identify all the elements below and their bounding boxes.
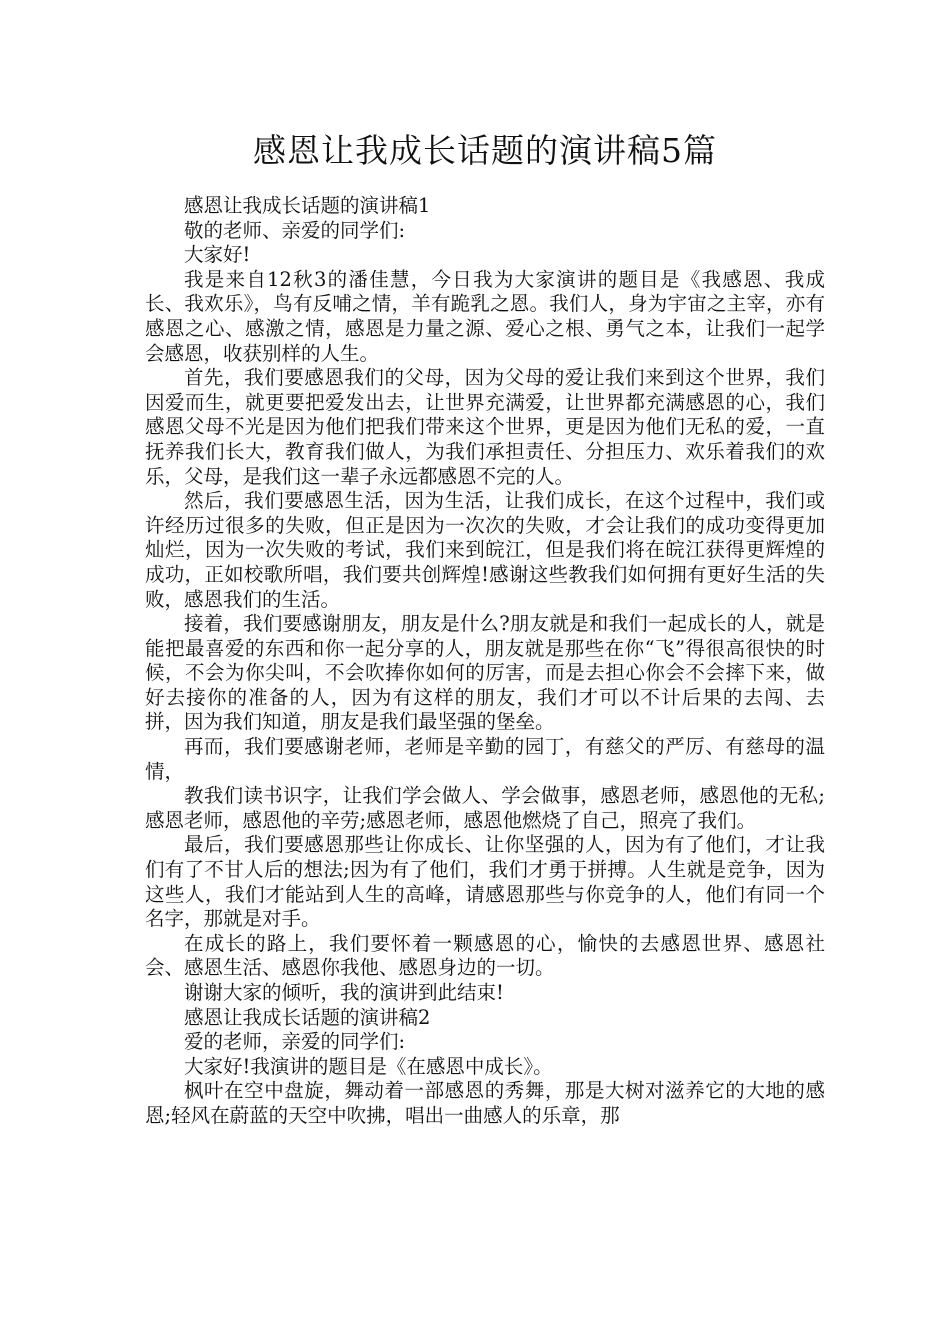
paragraph-teachers: 再而，我们要感谢老师，老师是辛勤的园丁，有慈父的严厉、有慈母的温情， bbox=[145, 735, 825, 783]
paragraph-greeting-2: 大家好!我演讲的题目是《在感恩中成长》。 bbox=[184, 1054, 553, 1078]
paragraph-salutation: 敬的老师、亲爱的同学们: bbox=[184, 218, 406, 242]
paragraph-life: 然后，我们要感恩生活，因为生活，让我们成长，在这个过程中，我们或许经历过很多的失败，但正是因为一次次的失败，才会让我们的成功变得更加灿烂，因为一次失败的考试，我们来到皖江，但是我们将在皖江获得更辉煌的成功，正如校歌所唱，我们要共创辉煌!感谢这些教我们如何拥有更好生活的失败，感恩我们的生活。 bbox=[145, 489, 825, 611]
paragraph-thanks: 谢谢大家的倾听，我的演讲到此结束! bbox=[184, 981, 504, 1004]
paragraph-rivals: 最后，我们要感恩那些让你成长、让你坚强的人，因为有了他们，才让我们有了不甘人后的想法;因为有了他们，我们才勇于拼搏。人生就是竞争，因为这些人，我们才能站到人生的高峰，请感恩那些与你竞争的人，他们有同一个名字，那就是对手。 bbox=[145, 833, 825, 931]
paragraph-salutation-2: 爱的老师，亲爱的同学们: bbox=[184, 1030, 406, 1054]
paragraph-friends: 接着，我们要感谢朋友，朋友是什么?朋友就是和我们一起成长的人，就是能把最喜爱的东西和你一起分享的人，朋友就是那些在你“飞”得很高很快的时候，不会为你尖叫，不会吹捧你如何的厉害，而是去担心你会不会摔下来，做好去接你的准备的人，因为有这样的朋友，我们才可以不计后果的去闯、去拼，因为我们知道，朋友是我们最坚强的堡垒。 bbox=[145, 612, 825, 734]
document-body bbox=[145, 194, 825, 1129]
paragraph-heading-1: 感恩让我成长话题的演讲稿1 bbox=[184, 194, 431, 217]
document-page bbox=[145, 128, 825, 1129]
paragraph-heading-2: 感恩让我成长话题的演讲稿2 bbox=[184, 1005, 431, 1029]
paragraph-conclusion: 在成长的路上，我们要怀着一颗感恩的心，愉快的去感恩世界、感恩社会、感恩生活、感恩你我他、感恩身边的一切。 bbox=[145, 931, 825, 980]
document-title: 感恩让我成长话题的演讲稿5篇 bbox=[253, 131, 717, 170]
paragraph-intro: 我是来自12秋3的潘佳慧，今日我为大家演讲的题目是《我感恩、我成长、我欢乐》，鸟有反哺之情，羊有跪乳之恩。我们人，身为宇宙之主宰，亦有感恩之心、感激之情，感恩是力量之源、爱心之根、勇气之本，让我们一起学会感恩，收获别样的人生。 bbox=[145, 267, 825, 365]
paragraph-parents: 首先，我们要感恩我们的父母，因为父母的爱让我们来到这个世界，我们因爱而生，就更要把爱发出去，让世界充满爱，让世界都充满感恩的心，我们感恩父母不光是因为他们把我们带来这个世界，更是因为他们无私的爱，一直抚养我们长大，教育我们做人，为我们承担责任、分担压力、欢乐着我们的欢乐，父母，是我们这一辈子永远都感恩不完的人。 bbox=[145, 366, 825, 488]
paragraph-maple: 枫叶在空中盘旋，舞动着一部感恩的秀舞，那是大树对滋养它的大地的感恩;轻风在蔚蓝的天空中吹拂，唱出一曲感人的乐章，那 bbox=[145, 1079, 825, 1127]
paragraph-greeting: 大家好! bbox=[184, 243, 251, 267]
paragraph-teachers-cont: 教我们读书识字，让我们学会做人、学会做事，感恩老师，感恩他的无私;感恩老师，感恩他的辛劳;感恩老师，感恩他燃烧了自己，照亮了我们。 bbox=[145, 784, 825, 832]
